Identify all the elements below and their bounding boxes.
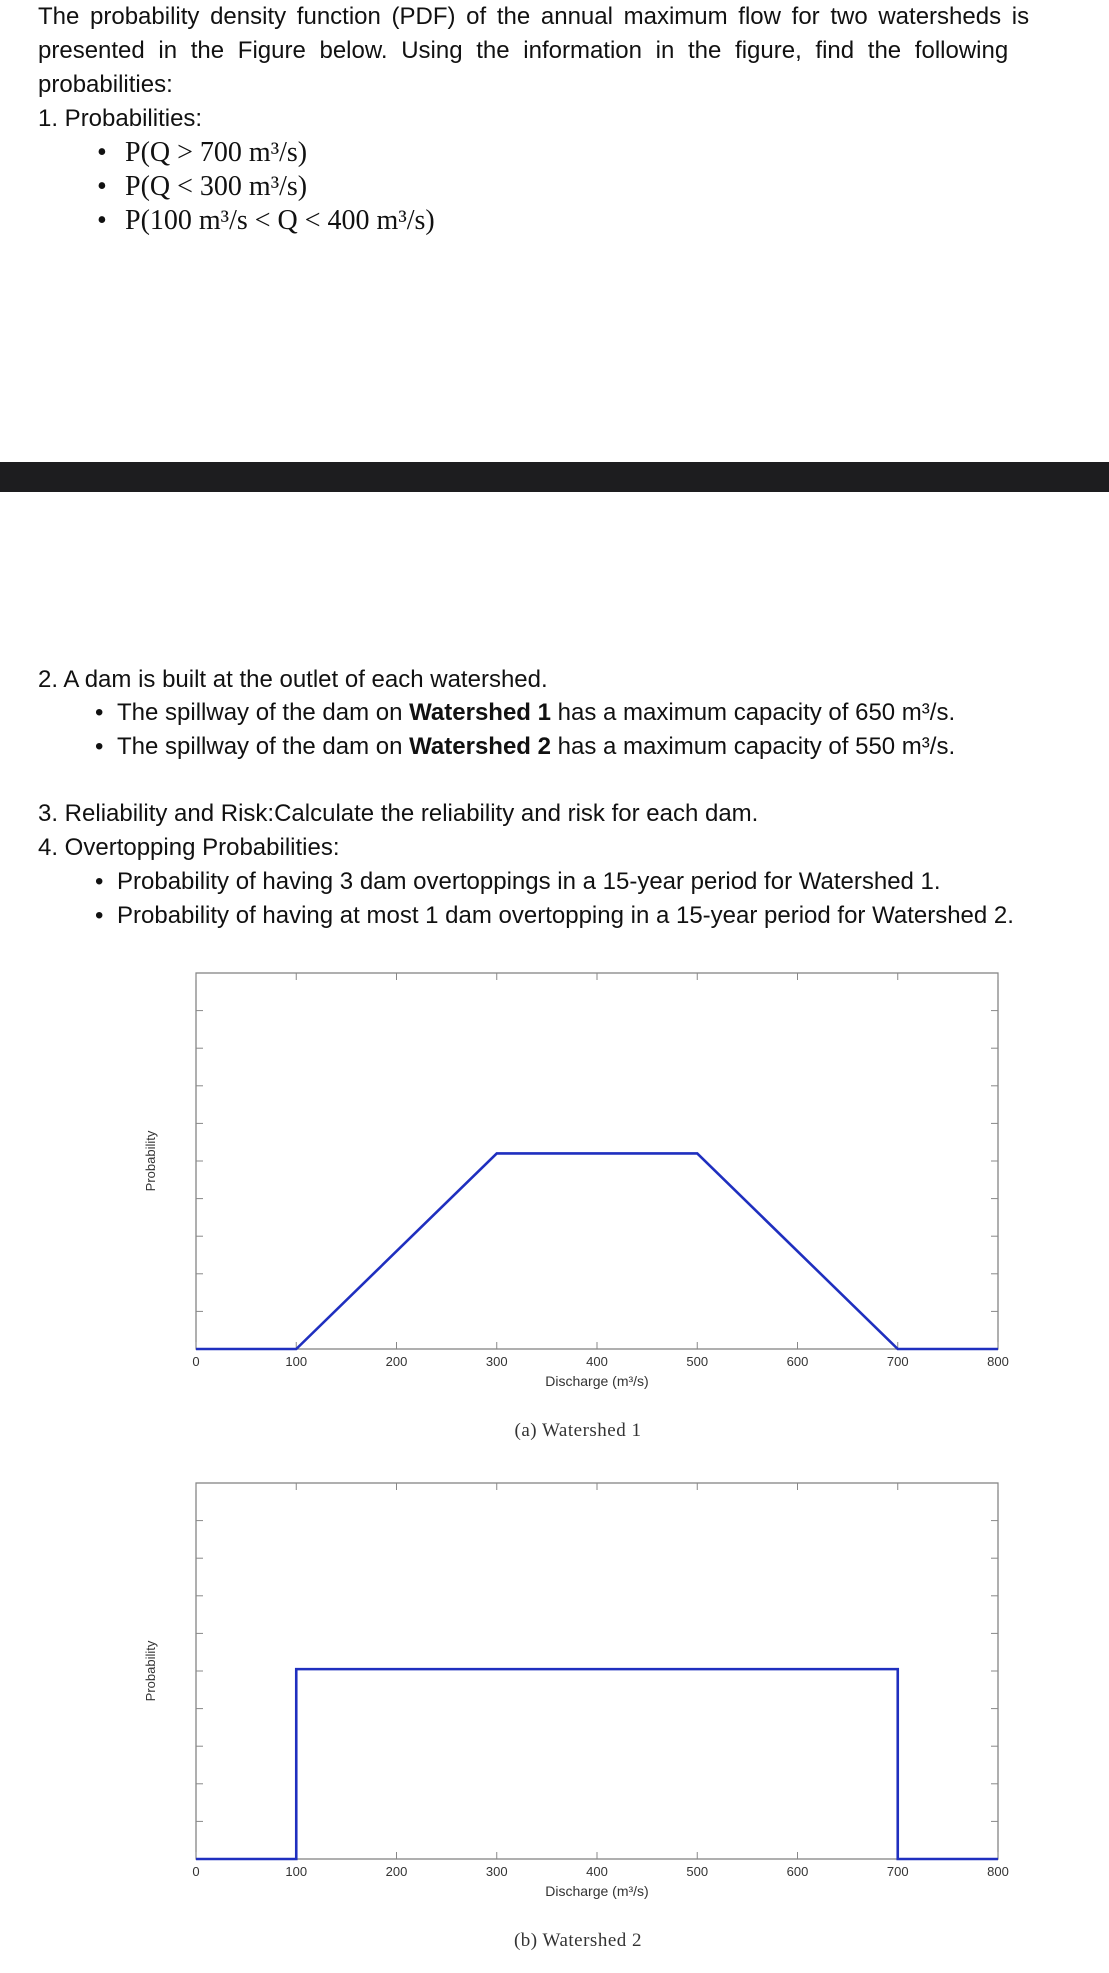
x-tick-label: 500 [686, 1864, 709, 1879]
y-axis-label: Probability [143, 1640, 158, 1702]
section2-heading: 2. A dam is built at the outlet of each watershed. [38, 666, 548, 693]
x-axis-label: Discharge (m³/s) [545, 1373, 649, 1389]
overtopping-item-2: • Probability of having at most 1 dam overtopping in a 15-year period for Watershed 2. [95, 899, 1014, 933]
x-tick-label: 400 [586, 1354, 608, 1369]
y-axis-label: Probability [143, 1130, 158, 1192]
section3-heading: 3. Reliability and Risk:Calculate the reliability and risk for each dam. [38, 800, 759, 827]
pdf-line [196, 1669, 998, 1859]
overtopping-item-1: • Probability of having 3 dam overtoppings in a 15-year period for Watershed 1. [95, 865, 941, 899]
watershed-2-label: Watershed 2 [409, 733, 551, 760]
x-tick-label: 100 [285, 1354, 308, 1369]
bullet-icon: • [95, 699, 104, 726]
bullet-icon: • [95, 868, 104, 895]
bullet-icon: • [97, 171, 107, 202]
x-tick-label: 400 [586, 1864, 608, 1879]
pdf-line [196, 1153, 998, 1349]
plot-frame [196, 973, 998, 1349]
bullet-icon: • [95, 733, 104, 760]
intro-line-2: presented in the Figure below. Using the information in the figure, find the following [38, 37, 1009, 64]
x-tick-label: 200 [385, 1864, 408, 1879]
chart-caption: (a) Watershed 1 [514, 1420, 642, 1440]
x-tick-label: 600 [786, 1864, 809, 1879]
intro-line-3: probabilities: [38, 71, 173, 98]
separator-bar [0, 462, 1109, 492]
x-tick-label: 0 [192, 1864, 200, 1879]
prob-item-2: • P(Q < 300 m³/s) [97, 171, 308, 202]
intro-line-1: The probability density function (PDF) of the annual maximum flow for two watersheds is [38, 3, 1030, 30]
x-axis-label: Discharge (m³/s) [545, 1883, 649, 1899]
x-tick-label: 100 [285, 1864, 308, 1879]
prob-item-3: • P(100 m³/s < Q < 400 m³/s) [97, 205, 435, 236]
x-tick-label: 300 [485, 1864, 508, 1879]
watershed-1-label: Watershed 1 [409, 699, 551, 726]
spillway-item-2: • The spillway of the dam on Watershed 2 has a maximum capacity of 550 m³/s. [95, 730, 955, 764]
chart-watershed-1 [0, 960, 1109, 1440]
x-tick-label: 600 [786, 1354, 809, 1369]
chart-caption: (b) Watershed 2 [513, 1930, 643, 1951]
x-tick-label: 800 [987, 1864, 1009, 1879]
bullet-icon: • [95, 902, 104, 929]
x-tick-label: 700 [886, 1864, 909, 1879]
x-tick-label: 0 [192, 1354, 200, 1369]
x-tick-label: 800 [987, 1354, 1009, 1369]
x-tick-label: 300 [485, 1354, 508, 1369]
x-tick-label: 500 [686, 1354, 709, 1369]
bullet-icon: • [97, 205, 107, 236]
section4-heading: 4. Overtopping Probabilities: [38, 834, 340, 861]
section1-heading: 1. Probabilities: [38, 105, 203, 132]
spillway-item-1: • The spillway of the dam on Watershed 1 has a maximum capacity of 650 m³/s. [95, 696, 955, 730]
x-tick-label: 200 [385, 1354, 408, 1369]
prob-item-1: • P(Q > 700 m³/s) [97, 137, 308, 168]
chart-watershed-2 [0, 1470, 1109, 1963]
bullet-icon: • [97, 137, 107, 168]
plot-frame [196, 1483, 998, 1859]
x-tick-label: 700 [886, 1354, 909, 1369]
intro-paragraph [38, 0, 1109, 102]
